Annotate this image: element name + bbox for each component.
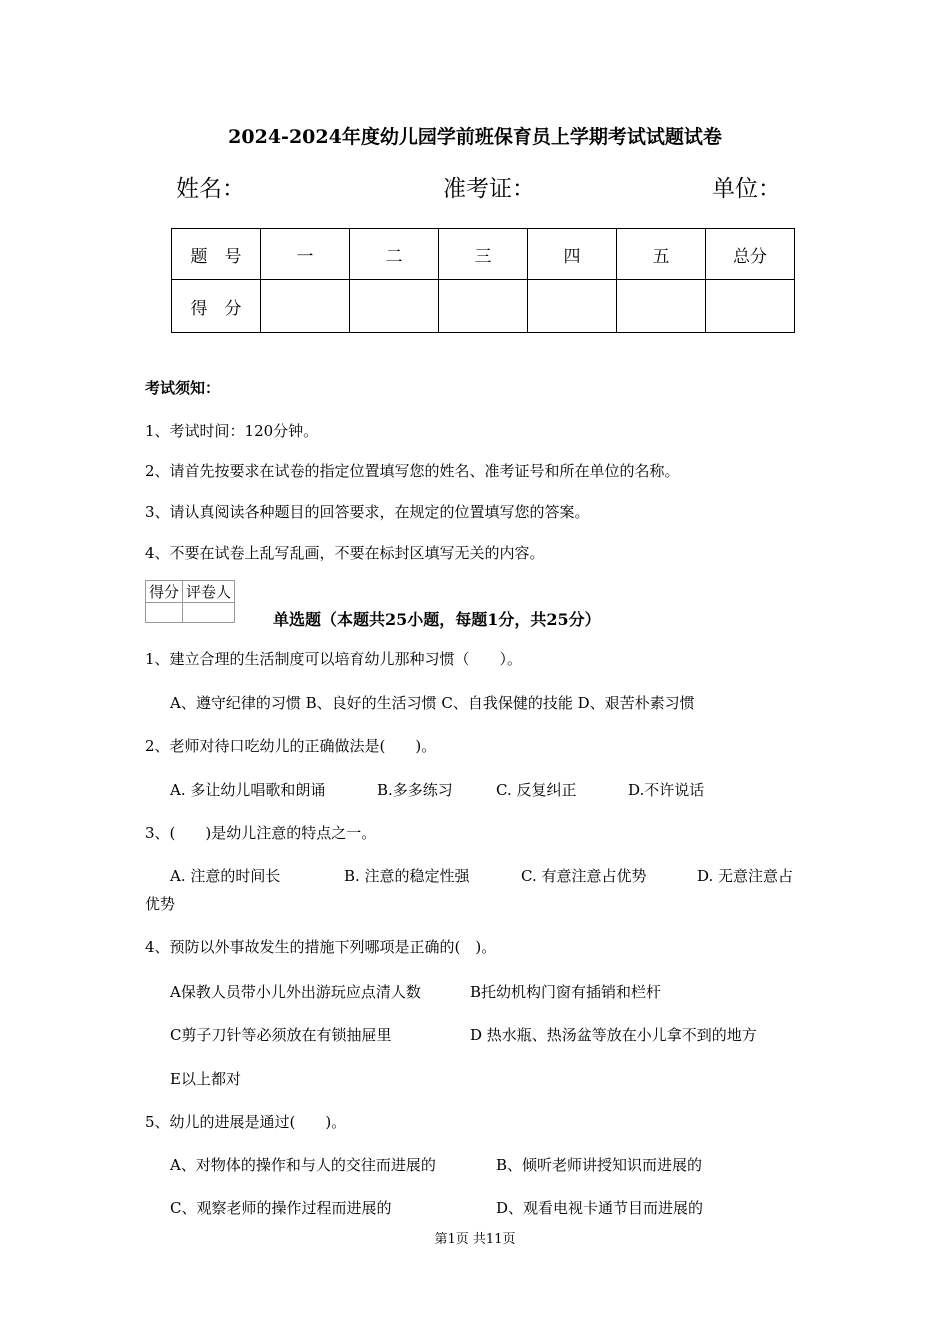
score-table (171, 228, 795, 333)
question-option: D、观看电视卡通节目而进展的 (496, 1199, 704, 1217)
question-option: D 热水瓶、热汤盆等放在小儿拿不到的地方 (470, 1026, 757, 1044)
question-option: C剪子刀针等必须放在有锁抽屉里 (170, 1026, 392, 1044)
question-option: A、对物体的操作和与人的交往而进展的 (170, 1156, 436, 1174)
score-table-cell: 三 (439, 229, 528, 280)
question-stem: 2、老师对待口吃幼儿的正确做法是( )。 (145, 737, 437, 755)
page-footer: 第1页 共11页 (434, 1232, 516, 1247)
unit-field-label: 单位： (712, 176, 781, 202)
exam-id-field-label: 准考证： (443, 176, 535, 202)
notice-title: 考试须知： (145, 379, 221, 397)
notice-item: 4、不要在试卷上乱写乱画，不要在标封区填写无关的内容。 (145, 544, 545, 562)
question-option: A. 注意的时间长 (170, 867, 281, 885)
score-table-cell: 二 (350, 229, 439, 280)
score-table-cell: 总分 (706, 229, 795, 280)
score-input-cell[interactable] (261, 280, 350, 333)
score-input-cell[interactable] (528, 280, 617, 333)
grader-reviewer-input[interactable] (183, 603, 235, 623)
question-option: E以上都对 (170, 1070, 241, 1088)
question-option: B.多多练习 (377, 781, 453, 799)
question-option: B、倾听老师讲授知识而进展的 (496, 1156, 703, 1174)
name-field-label: 姓名： (176, 176, 245, 202)
notice-item: 2、请首先按要求在试卷的指定位置填写您的姓名、准考证号和所在单位的名称。 (145, 462, 680, 480)
score-table-header-row (172, 229, 795, 280)
score-table-cell: 四 (528, 229, 617, 280)
question-stem: 3、( )是幼儿注意的特点之一。 (145, 824, 377, 842)
score-input-cell[interactable] (706, 280, 795, 333)
score-table-cell: 五 (617, 229, 706, 280)
question-stem: 4、预防以外事故发生的措施下列哪项是正确的( )。 (145, 938, 497, 956)
score-input-cell[interactable] (350, 280, 439, 333)
question-option: C、观察老师的操作过程而进展的 (170, 1199, 392, 1217)
question-stem: 5、幼儿的进展是通过( )。 (145, 1113, 347, 1131)
question-option: B. 注意的稳定性强 (344, 867, 470, 885)
score-table-cell: 一 (261, 229, 350, 280)
page-title: 2024-2024年度幼儿园学前班保育员上学期考试试题试卷 (228, 126, 722, 148)
question-option: B托幼机构门窗有插销和栏杆 (470, 983, 662, 1001)
score-table-cell: 得 分 (172, 280, 261, 333)
question-option: 优势 (145, 895, 176, 913)
grader-reviewer-label: 评卷人 (183, 581, 235, 603)
score-table-cell: 题 号 (172, 229, 261, 280)
section-title: 单选题（本题共25小题，每题1分，共25分） (273, 610, 601, 629)
score-table-score-row (172, 280, 795, 333)
question-option: C. 反复纠正 (496, 781, 577, 799)
score-input-cell[interactable] (439, 280, 528, 333)
grader-box (145, 580, 235, 623)
question-option: D. 无意注意占 (697, 867, 794, 885)
score-input-cell[interactable] (617, 280, 706, 333)
question-option: A、遵守纪律的习惯 B、良好的生活习惯 C、自我保健的技能 D、艰苦朴素习惯 (170, 694, 695, 712)
question-option: A. 多让幼儿唱歌和朗诵 (170, 781, 326, 799)
notice-item: 1、考试时间：120分钟。 (145, 422, 319, 440)
question-option: D.不许说话 (628, 781, 705, 799)
question-option: C. 有意注意占优势 (521, 867, 647, 885)
grader-score-label: 得分 (146, 581, 183, 603)
notice-item: 3、请认真阅读各种题目的回答要求，在规定的位置填写您的答案。 (145, 503, 590, 521)
question-option: A保教人员带小儿外出游玩应点清人数 (170, 983, 421, 1001)
grader-score-input[interactable] (146, 603, 183, 623)
question-stem: 1、建立合理的生活制度可以培育幼儿那种习惯（ ）。 (145, 650, 523, 668)
